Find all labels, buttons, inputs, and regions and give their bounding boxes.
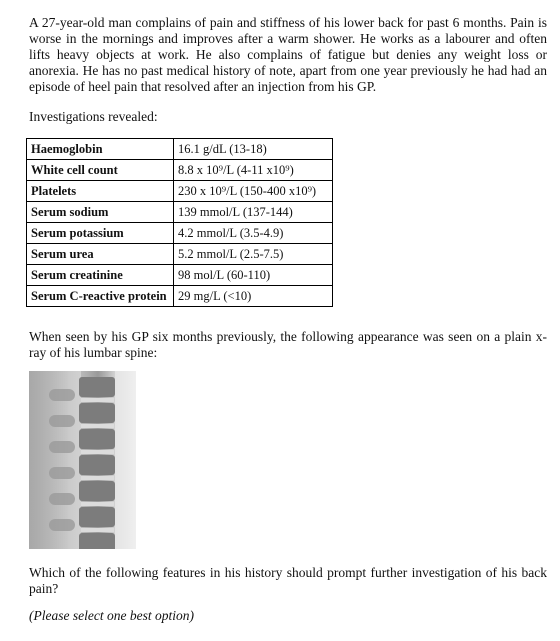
lab-test-value: 8.8 x 10⁹/L (4-11 x10⁹) bbox=[174, 160, 333, 181]
lab-test-value: 230 x 10⁹/L (150-400 x10⁹) bbox=[174, 181, 333, 202]
lab-test-value: 98 mol/L (60-110) bbox=[174, 265, 333, 286]
lab-results-table bbox=[26, 138, 333, 307]
lab-test-value: 139 mmol/L (137-144) bbox=[174, 202, 333, 223]
lab-row bbox=[27, 286, 333, 307]
lab-row bbox=[27, 223, 333, 244]
instruction-text: (Please select one best option) bbox=[29, 608, 194, 623]
lab-test-value: 5.2 mmol/L (2.5-7.5) bbox=[174, 244, 333, 265]
lab-test-name: Serum sodium bbox=[27, 202, 174, 223]
lab-test-value: 29 mg/L (<10) bbox=[174, 286, 333, 307]
lab-test-name: Serum creatinine bbox=[27, 265, 174, 286]
lab-test-name: Serum C-reactive protein bbox=[27, 286, 174, 307]
lab-row bbox=[27, 160, 333, 181]
lumbar-spine-xray-image bbox=[29, 371, 136, 549]
xray-description: When seen by his GP six months previously, the following appearance was seen on a plain x-ray of his lumbar spine: bbox=[29, 329, 547, 360]
lab-test-name: Serum urea bbox=[27, 244, 174, 265]
lab-test-value: 4.2 mmol/L (3.5-4.9) bbox=[174, 223, 333, 244]
lab-row bbox=[27, 139, 333, 160]
investigations-heading: Investigations revealed: bbox=[29, 109, 158, 124]
lab-test-value: 16.1 g/dL (13-18) bbox=[174, 139, 333, 160]
lab-row bbox=[27, 265, 333, 286]
lab-test-name: Platelets bbox=[27, 181, 174, 202]
lab-test-name: Haemoglobin bbox=[27, 139, 174, 160]
lab-row bbox=[27, 202, 333, 223]
case-description: A 27-year-old man complains of pain and stiffness of his lower back for past 6 months. Pain is worse in the mornings and improves after a warm shower. He works as a labourer and often lifts heavy objects at work. He also complains of fatigue but denies any weight loss or anorexia. He has no past medical history of note, apart from one year previously he had had an episode of heel pain that resolved after an injection from his GP. bbox=[29, 15, 547, 94]
lab-row bbox=[27, 181, 333, 202]
question-text: Which of the following features in his history should prompt further investigation of his back pain? bbox=[29, 565, 547, 596]
lab-row bbox=[27, 244, 333, 265]
lab-test-name: White cell count bbox=[27, 160, 174, 181]
lab-test-name: Serum potassium bbox=[27, 223, 174, 244]
